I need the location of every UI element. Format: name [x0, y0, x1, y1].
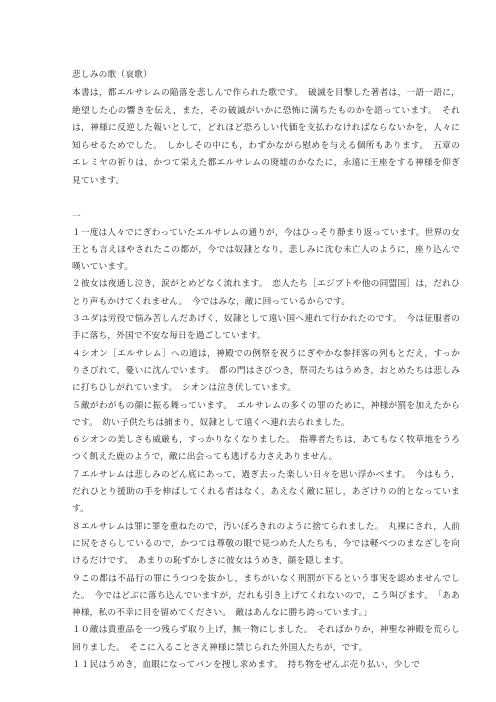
verse-paragraph: １０敵は貴重品を一つ残らず取り上げ，無一物にしました。 そればかりか，神聖な神殿を荒らし回りました。 そこに入ることさえ神様に禁じられた外国人たちが，です。 — [72, 625, 460, 653]
verse-paragraph: ８エルサレムは罪に罪を重ねたので，汚いぼろきれのように捨てられました。 丸裸にされ，人前に尻をさらしているので，かつては尊敬の眼で見つめた人たちも，今では軽べつのまなざしを向けるだけです。 あまりの恥ずかしさに彼女はうめき，顔を隠します。 — [72, 521, 460, 567]
verse-paragraph: ５敵がわがもの顔に振る舞っています。 エルサレムの多くの罪のために，神様が罰を加えたからです。 幼い子供たちは捕まり，奴隷として遠くへ連れ去られました。 — [72, 400, 460, 428]
verse-paragraph: ９この都は不品行の罪にうつつを抜かし，まちがいなく刑罰が下るという事実を認めませんでした。 今ではどぶに落ち込んでいますが，だれも引き上げてくれないので，こう叫びます。 「ああ神様，私の不幸に目を留めてください。 敵はあんなに勝ち誇っています。」 — [72, 573, 460, 619]
verse-paragraph: ２彼女は夜通し泣き，涙がとめどなく流れます。 恋人たち［エジプトや他の同盟国］は，だれひとり声もかけてくれません。 今ではみな，敵に回っているからです。 — [72, 279, 460, 307]
verse-paragraph: １一度は人々でにぎわっていたエルサレムの通りが，今はひっそり静まり返っています。世界の女王とも言えほやされたこの都が，今では奴隷となり，悲しみに沈む未亡人のように，座り込んで嘆いています。 — [72, 227, 460, 273]
verse-paragraph: ３ユダは労役で悩み苦しんだあげく，奴隷として遠い国へ連れて行かれたのです。 今は征服者の手に落ち，外国で不安な毎日を過ごしています。 — [72, 314, 460, 342]
verse-paragraph: ６シオンの美しさも威厳も，すっかりなくなりました。 指導者たちは，あてもなく牧草地をうろつく飢えた鹿のようで，敵に出会っても逃げる力さえありません。 — [72, 435, 460, 463]
chapter-divider: 一 — [72, 211, 81, 222]
verse-paragraph: １１民はうめき，血眼になってパンを捜し求めます。 持ち物をぜんぶ売り払い，少しで — [72, 659, 421, 670]
document-title: 悲しみの歌（哀歌） — [72, 70, 152, 80]
verse-paragraph: ７エルサレムは悲しみのどん底にあって，過ぎ去った楽しい日々を思い浮かべます。 今はもう，だれひとり援助の手を伸ばしてくれる者はなく，あえなく敵に屈し，あざけりの的となっています。 — [72, 469, 460, 515]
verse-paragraph: ４シオン［エルサレム］への道は，神殿での例祭を祝うにぎやかな参拝客の列もとだえ，すっかりさびれて，憂いに沈んでいます。 都の門はさびつき，祭司たちはうめき，おとめたちは悲しみに打ちひしがれています。 シオンは泣き伏しています。 — [72, 348, 460, 394]
intro-paragraph: 本書は，都エルサレムの陥落を悲しんで作られた歌です。 破滅を目撃した著者は，一語一語に，絶望した心の響きを伝え，また，その破滅がいかに恐怖に満ちたものかを語っています。 それは，神様に反逆した報いとして，どれほど恐ろしい代価を支払わなければならないかを，人々に知らせるためでした。 しかしその中にも，わずかながら慰めを与える個所もあります。 五章のエレミヤの祈りは，かつて栄えた都エルサレムの廃墟のかなたに，永遠に王座をする神様を仰ぎ見ています。 — [72, 88, 460, 186]
